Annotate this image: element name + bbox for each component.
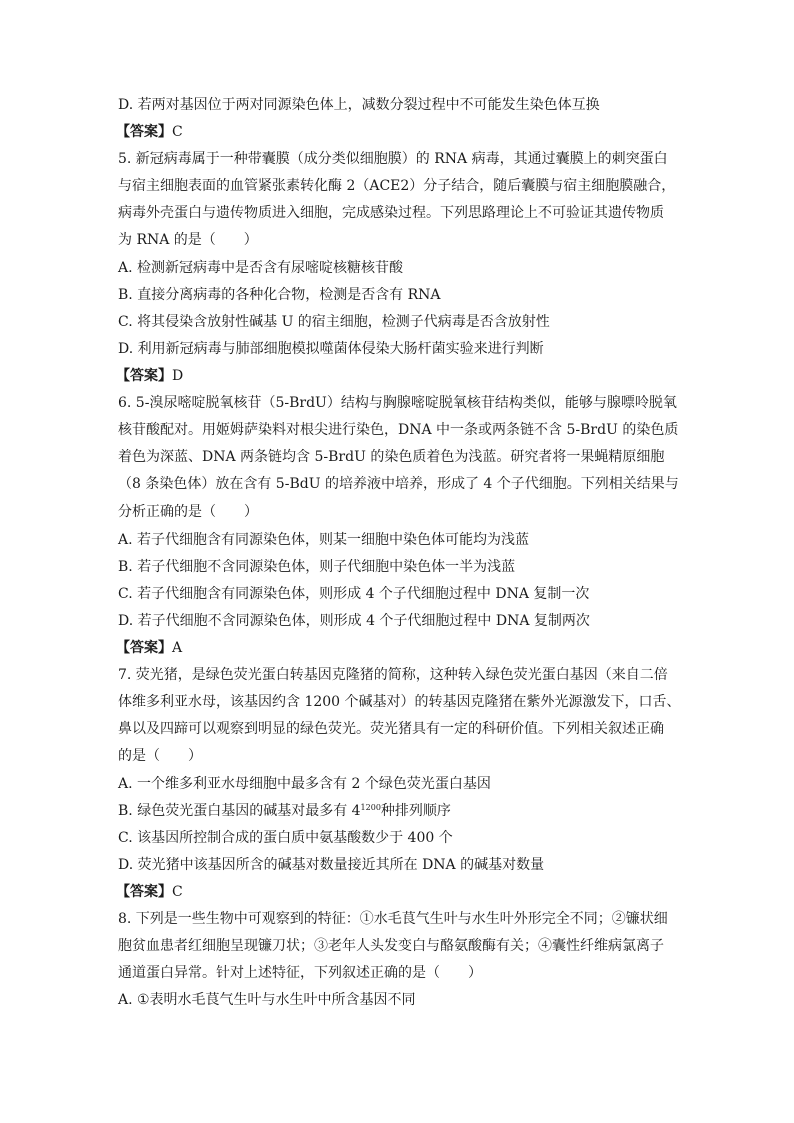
q8-stem-line-2: 胞贫血患者红细胞呈现镰刀状；③老年人头发变白与酪氨酸酶有关；④囊性纤维病氯离子 — [118, 938, 664, 954]
answer-label: 【答案】 — [116, 368, 172, 384]
answer-label: 【答案】 — [116, 640, 172, 656]
q6-option-a: A. 若子代细胞含有同源染色体，则某一细胞中染色体可能均为浅蓝 — [118, 532, 530, 548]
q7-answer — [116, 883, 183, 901]
q5-option-a: A. 检测新冠病毒中是否含有尿嘧啶核糖核苷酸 — [118, 260, 404, 276]
q5-option-b: B. 直接分离病毒的各种化合物，检测是否含有 RNA — [118, 287, 441, 303]
q7-option-c: C. 该基因所控制合成的蛋白质中氨基酸数少于 400 个 — [118, 830, 453, 846]
answer-value: C — [172, 884, 183, 900]
q6-stem-line-2: 核苷酸配对。用姬姆萨染料对根尖进行染色，DNA 中一条或两条链不含 5-BrdU 的染色质 — [118, 422, 679, 438]
answer-label: 【答案】 — [116, 884, 172, 900]
exponent: 1200 — [360, 803, 381, 812]
q7-option-d: D. 荧光猪中该基因所含的碱基对数量接近其所在 DNA 的碱基对数量 — [118, 857, 545, 873]
q4-option-d: D. 若两对基因位于两对同源染色体上，减数分裂过程中不可能发生染色体互换 — [118, 97, 600, 113]
q7-option-b — [118, 802, 451, 820]
q7-stem-line-2: 体维多利亚水母，该基因约含 1200 个碱基对）的转基因克隆猪在紫外光源激发下，口舌、 — [118, 694, 681, 710]
q6-answer — [116, 639, 182, 657]
q7-stem-line-3: 鼻以及四蹄可以观察到明显的绿色荧光。荧光猪具有一定的科研价值。下列相关叙述正确 — [118, 721, 664, 737]
q8-option-a: A. ①表明水毛茛气生叶与水生叶中所含基因不同 — [118, 992, 416, 1008]
q5-option-d: D. 利用新冠病毒与肺部细胞模拟噬菌体侵染大肠杆菌实验来进行判断 — [118, 341, 544, 357]
q8-stem-line-3: 通道蛋白异常。针对上述特征，下列叙述正确的是（ ） — [118, 965, 482, 981]
answer-value: C — [172, 124, 183, 140]
q5-stem-line-3: 病毒外壳蛋白与遗传物质进入细胞，完成感染过程。下列思路理论上不可验证其遗传物质 — [118, 205, 664, 221]
q5-stem-line-1: 5. 新冠病毒属于一种带囊膜（成分类似细胞膜）的 RNA 病毒，其通过囊膜上的刺突蛋白 — [118, 151, 668, 167]
q6-stem-line-3: 着色为深蓝、DNA 两条链均含 5-BrdU 的染色质着色为浅蓝。研究者将一果蝇精原细胞 — [118, 449, 665, 465]
q5-stem-line-2: 与宿主细胞表面的血管紧张素转化酶 2（ACE2）分子结合，随后囊膜与宿主细胞膜融合， — [118, 178, 676, 194]
q7-stem-line-4: 的是（ ） — [118, 748, 202, 764]
q7-option-b-text: B. 绿色荧光蛋白基因的碱基对最多有 4 — [118, 803, 361, 819]
q6-option-d: D. 若子代细胞不含同源染色体，则形成 4 个子代细胞过程中 DNA 复制两次 — [118, 613, 590, 629]
q6-stem-line-5: 分析正确的是（ ） — [118, 504, 258, 520]
q7-stem-line-1: 7. 荧光猪，是绿色荧光蛋白转基因克隆猪的简称，这种转入绿色荧光蛋白基因（来自二倍 — [118, 667, 668, 683]
q6-option-c: C. 若子代细胞含有同源染色体，则形成 4 个子代细胞过程中 DNA 复制一次 — [118, 586, 590, 602]
answer-value: A — [172, 640, 183, 656]
q6-option-b: B. 若子代细胞不含同源染色体，则子代细胞中染色体一半为浅蓝 — [118, 559, 516, 575]
q8-stem-line-1: 8. 下列是一些生物中可观察到的特征：①水毛茛气生叶与水生叶外形完全不同；②镰状细 — [118, 911, 668, 927]
q6-stem-line-4: （8 条染色体）放在含有 5-BdU 的培养液中培养，形成了 4 个子代细胞。下列相关结果与 — [118, 476, 679, 492]
q4-answer — [116, 123, 183, 141]
q7-option-a: A. 一个维多利亚水母细胞中最多含有 2 个绿色荧光蛋白基因 — [118, 776, 491, 792]
q5-answer — [116, 367, 183, 385]
q6-stem-line-1: 6. 5-溴尿嘧啶脱氧核苷（5-BrdU）结构与胸腺嘧啶脱氧核苷结构类似，能够与腺嘌呤脱氧 — [118, 395, 677, 411]
answer-label: 【答案】 — [116, 124, 172, 140]
q5-option-c: C. 将其侵染含放射性碱基 U 的宿主细胞，检测子代病毒是否含放射性 — [118, 314, 550, 330]
q5-stem-line-4: 为 RNA 的是（ ） — [118, 232, 258, 248]
q7-option-b-suffix: 种排列顺序 — [380, 803, 451, 819]
answer-value: D — [172, 368, 184, 384]
